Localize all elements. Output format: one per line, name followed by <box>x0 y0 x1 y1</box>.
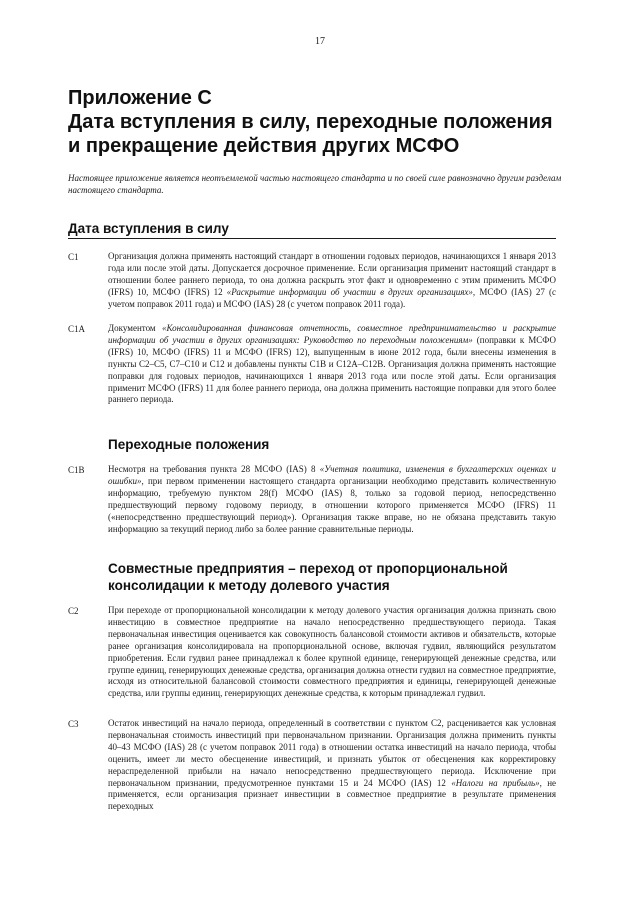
italic-reference: «Консолидированная финансовая отчетность, совместное предпринимательство и раскрытие информации об участии в других организациях: Руководство по переходным положениям» <box>108 323 556 345</box>
page-number: 17 <box>315 36 325 47</box>
appendix-title <box>68 86 588 158</box>
text-run: При переходе от пропорциональной консолидации к методу долевого участия организация должна признать свою инвестицию в совместное предприятие на начало непосредственно предшествующего периода. Такая первоначальная инвестиция оценивается как совокупность балансовой стоимости активов и обязательств, которые ранее организация консолидировала на пропорциональной основе, включая гудвил, являющийся результатом приобретения. Если гудвил ранее принадлежал к более крупной единице, генерирующей денежные средства, или группе единиц, генерирующих денежные средства, организация должна отнести гудвил на совместное предприятие, исходя из относительной балансовой стоимости совместного предприятия и единицы, генерирующей денежные средства, или группы единиц, генерирующих денежные средства, к которым принадлежал гудвил. <box>108 605 556 699</box>
paragraph-c1b <box>68 464 556 535</box>
paragraph-text <box>108 251 556 311</box>
paragraph-c3 <box>68 718 556 813</box>
text-run: , не применяется, если организация признает инвестиции в совместное предприятие в результате применения переходных <box>108 777 557 812</box>
text-run: , МСФО (IAS) 27 (с учетом поправок 2011 года) и МСФО (IAS) 28 (с учетом поправок 2011 года). <box>108 286 556 309</box>
text-run: , при первом применении настоящего стандарта организации необходимо представить количественную информацию, требуемую пунктом 28(f) МСФО (IAS) 8, только за годовой период, непосредственно предшествующий первому годовому периоду, в отношении которого применяется МСФО (IFRS) 11 («непосредственно предшествующий период»). Организация также вправе, но не обязана представить такую информацию за текущий период либо за более ранние сравнительные периоды. <box>108 475 556 534</box>
section-heading-effective-date: Дата вступления в силу <box>68 220 556 239</box>
paragraph-number: C2 <box>68 606 79 616</box>
paragraph-text <box>108 718 556 813</box>
text-run: Несмотря на требования пункта 28 МСФО (IAS) 8 <box>108 464 320 474</box>
italic-reference: «Налоги на прибыль» <box>451 777 540 788</box>
section-heading-transition: Переходные положения <box>108 437 270 452</box>
paragraph-number: C3 <box>68 719 79 729</box>
appendix-title-line-3: и прекращение действия других МСФО <box>68 135 460 157</box>
paragraph-c1 <box>68 251 556 311</box>
paragraph-text <box>108 323 556 406</box>
paragraph-number: C1B <box>68 465 85 475</box>
text-run: Остаток инвестиций на начало периода, определенный в соответствии с пунктом C2, расценивается как условная первоначальная стоимость инвестиций при первоначальном признании. Организация должна применить пункты 40–43 МСФО (IAS) 28 (с учетом поправок 2011 года) в отношении остатка инвестиций на начало периода, чтобы оценить, имеет ли место обесценение инвестиций, и признать убыток от обесценения как корректировку нераспределенной прибыли на начало непосредственно предшествующего периода. Исключение при первоначальном признании, предусмотренное пунктами 15 и 24 МСФО (IAS) 12 <box>108 718 556 788</box>
italic-reference: «Раскрытие информации об участии в других организациях» <box>226 286 473 297</box>
appendix-title-line-1: Приложение С <box>68 87 212 109</box>
paragraph-text <box>108 605 556 700</box>
appendix-title-line-2: Дата вступления в силу, переходные положения <box>68 111 553 133</box>
paragraph-number: C1 <box>68 252 79 262</box>
appendix-note: Настоящее приложение является неотъемлемой частью настоящего стандарта и по своей силе равнозначно другим разделам настоящего стандарта. <box>68 173 562 195</box>
paragraph-text <box>108 464 556 535</box>
paragraph-c2 <box>68 605 556 700</box>
italic-reference: «Учетная политика, изменения в бухгалтерских оценках и ошибки» <box>108 464 556 486</box>
text-run: Документом <box>108 323 162 333</box>
paragraph-number: C1A <box>68 324 86 334</box>
text-run: Организация должна применять настоящий стандарт в отношении годовых периодов, начинающихся 1 января 2013 года или после этой даты. Допускается досрочное применение. Если организация применит настоящий стандарт в отношении более раннего периода, то она должна раскрыть этот факт и одновременно с этим применить МСФО (IFRS) 10, МСФО (IFRS) 12 <box>108 251 556 297</box>
paragraph-c1a <box>68 323 556 406</box>
section-heading-joint-ventures: Совместные предприятия – переход от пропорциональной консолидации к методу долевого участия <box>108 561 508 593</box>
text-run: (поправки к МСФО (IFRS) 10, МСФО (IFRS) 11 и МСФО (IFRS) 12), выпущенным в июне 2012 года, были внесены изменения в пункты C2–C5, C7–C10 и C12 и добавлены пункты C1B и C12A–C12B. Организация должна применять настоящие поправки для годовых периодов, начинающихся 1 января 2013 года или после этой даты. Если организация применит МСФО (IFRS) 11 для более раннего периода, она должна применить настоящие поправки для этого более раннего периода. <box>108 334 556 405</box>
